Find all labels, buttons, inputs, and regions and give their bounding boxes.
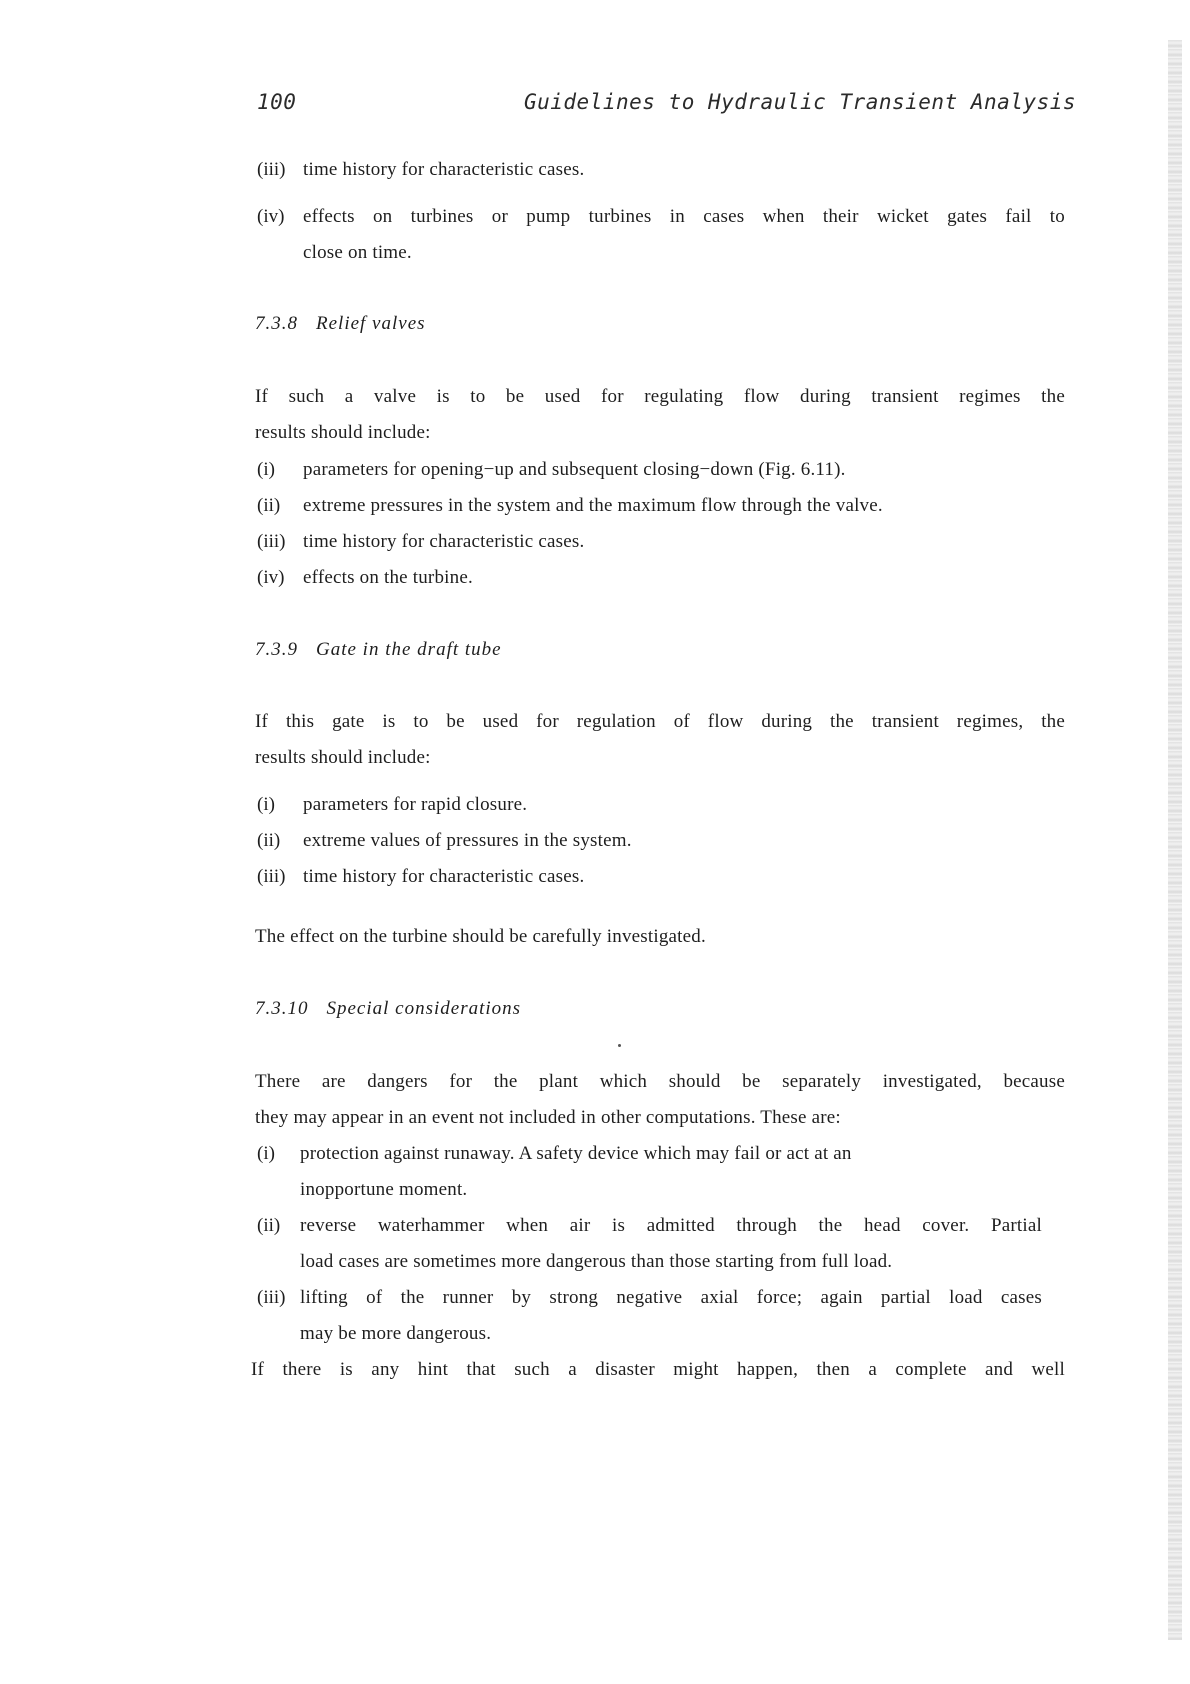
list-item-text: effects on turbines or pump turbines in cases when their wicket gates fail to xyxy=(303,206,1065,227)
section-number: 7.3.8 xyxy=(255,313,298,334)
list-item-text-continued: may be more dangerous. xyxy=(300,1323,492,1344)
list-item-text: parameters for opening−up and subsequent closing−down (Fig. 6.11). xyxy=(303,459,846,480)
list-item-label: (ii) xyxy=(257,1215,281,1236)
list-item-text: lifting of the runner by strong negative axial force; again partial load cases xyxy=(300,1287,1042,1308)
section-number: 7.3.9 xyxy=(255,639,298,660)
list-item-text: parameters for rapid closure. xyxy=(303,794,528,815)
list-item-label: (i) xyxy=(257,459,275,480)
paragraph-line: If there is any hint that such a disaster might happen, then a complete and well xyxy=(251,1359,1065,1380)
list-item-label: (iii) xyxy=(257,531,286,552)
list-item-text: protection against runaway. A safety device which may fail or act at an xyxy=(300,1143,852,1164)
scan-speck xyxy=(618,1044,621,1047)
list-item-text: time history for characteristic cases. xyxy=(303,531,585,552)
paragraph-line: they may appear in an event not included in other computations. These are: xyxy=(255,1107,841,1128)
list-item-label: (iii) xyxy=(257,1287,286,1308)
section-heading-7-3-10 xyxy=(255,997,521,1021)
list-item-text-continued: close on time. xyxy=(303,242,412,263)
list-item-label: (iv) xyxy=(257,206,285,227)
section-heading-7-3-8 xyxy=(255,312,426,336)
section-title: Relief valves xyxy=(316,313,426,334)
list-item-label: (ii) xyxy=(257,830,281,851)
list-item-text: extreme pressures in the system and the maximum flow through the valve. xyxy=(303,495,883,516)
paragraph-line: There are dangers for the plant which should be separately investigated, because xyxy=(255,1071,1065,1092)
paragraph-line: results should include: xyxy=(255,422,431,443)
list-item-label: (i) xyxy=(257,794,275,815)
section-title: Gate in the draft tube xyxy=(316,639,502,660)
paragraph-line: The effect on the turbine should be carefully investigated. xyxy=(255,926,706,947)
list-item-text: effects on the turbine. xyxy=(303,567,473,588)
scan-edge-shadow xyxy=(1168,40,1182,1640)
list-item-label: (iii) xyxy=(257,866,286,887)
paragraph-line: If this gate is to be used for regulation of flow during the transient regimes, the xyxy=(255,711,1065,732)
list-item-label: (i) xyxy=(257,1143,275,1164)
list-item-text: extreme values of pressures in the system. xyxy=(303,830,632,851)
list-item-label: (iii) xyxy=(257,159,286,180)
paragraph-line: If such a valve is to be used for regulating flow during transient regimes the xyxy=(255,386,1065,407)
section-heading-7-3-9 xyxy=(255,638,502,662)
list-item-text-continued: load cases are sometimes more dangerous than those starting from full load. xyxy=(300,1251,893,1272)
page-number: 100 xyxy=(257,90,297,114)
section-title: Special considerations xyxy=(326,998,522,1019)
list-item-text: time history for characteristic cases. xyxy=(303,159,585,180)
section-number: 7.3.10 xyxy=(255,998,309,1019)
list-item-text: time history for characteristic cases. xyxy=(303,866,585,887)
paragraph-line: results should include: xyxy=(255,747,431,768)
list-item-label: (iv) xyxy=(257,567,285,588)
running-header-title: Guidelines to Hydraulic Transient Analysis xyxy=(523,90,1076,114)
list-item-text: reverse waterhammer when air is admitted through the head cover. Partial xyxy=(300,1215,1042,1236)
list-item-text-continued: inopportune moment. xyxy=(300,1179,468,1200)
list-item-label: (ii) xyxy=(257,495,281,516)
